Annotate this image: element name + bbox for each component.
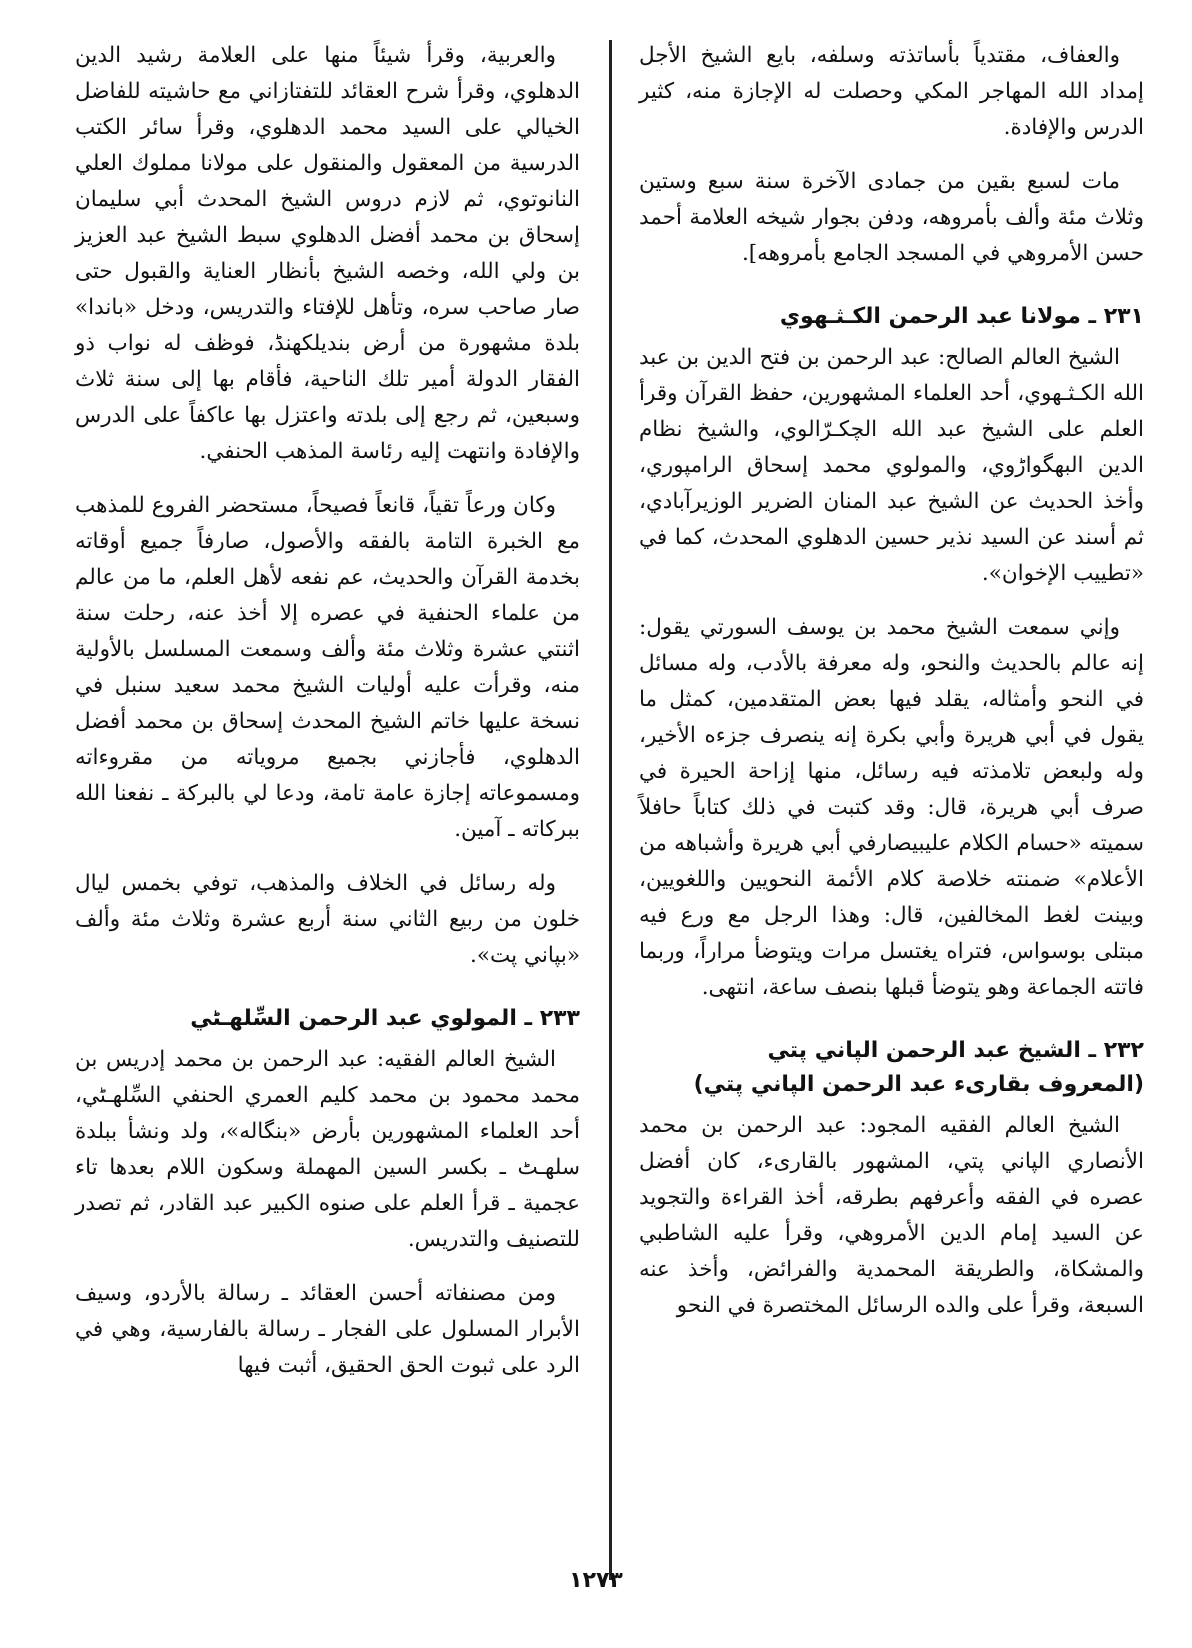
column-divider xyxy=(609,40,612,1580)
page-number: ١٢٧٣ xyxy=(569,1568,623,1593)
paragraph: والعربية، وقرأ شيئاً منها على العلامة رشيد الدين الدهلوي، وقرأ شرح العقائد للتفتازاني مع حاشيته للفاضل الخيالي على السيد محمد الدهلوي، وقرأ سائر الكتب الدرسية من المعقول والمنقول على مولانا مملوك العلي النانوتوي، ثم لازم دروس الشيخ المحدث أبي سليمان إسحاق بن محمد أفضل الدهلوي سبط الشيخ عبد العزيز بن ولي الله، وخصه الشيخ بأنظار العناية والقبول حتى صار صاحب سره، وتأهل للإفتاء والتدريس، ودخل «باندا» بلدة مشهورة من أرض بنديلكهنڈ، فوظف له نواب ذو الفقار الدولة أمير تلك الناحية، فأقام بها إلى سنة ثلاث وسبعين، ثم رجع إلى بلدته واعتزل بها عاكفاً على الدرس والإفادة وانتهت إليه رئاسة المذهب الحنفي. xyxy=(75,43,580,464)
paragraph: الشيخ العالم الصالح: عبد الرحمن بن فتح الدين بن عبد الله الكـثـهوي، أحد العلماء المشهورين، حفظ القرآن وقرأ العلم على الشيخ عبد الله الچكـرّالوي، والشيخ نظام الدين البهگواڑوي، والمولوي محمد إسحاق الرامپوري، وأخذ الحديث عن الشيخ عبد المنان الضرير الوزيرآبادي، ثم أسند عن السيد نذير حسين الدهلوي المحدث، كما في «تطييب الإخوان». xyxy=(639,345,1144,586)
paragraph: وإني سمعت الشيخ محمد بن يوسف السورتي يقول: إنه عالم بالحديث والنحو، وله معرفة بالأدب، وله مسائل في النحو وأمثاله، يقلد فيها بعض المتقدمين، كمثل ما يقول في أبي هريرة وأبي بكرة إنه ينصرف جزءه الأخير، وله ولبعض تلامذته فيه رسائل، منها إزاحة الحيرة في صرف أبي هريرة، قال: وقد كتبت في ذلك كتاباً حافلاً سميته «حسام الكلام عليبيصارفي أبي هريرة وأشباهه من الأعلام» ضمنته خلاصة كلام الأئمة النحويين واللغويين، وبينت لغط المخالفين، قال: وهذا الرجل مع ورع فيه مبتلى بوسواس، فتراه يغتسل مرات ويتوضأ مراراً، وربما فاتته الجماعة وهو يتوضأ قبلها بنصف ساعة، انتهى. xyxy=(639,615,1144,1000)
right-column xyxy=(639,38,1144,1342)
paragraph: مات لسبع بقين من جمادى الآخرة سنة سبع وستين وثلاث مئة وألف بأمروهه، ودفن بجوار شيخه العلامة أحمد حسن الأمروهي في المسجد الجامع بأمروهه]. xyxy=(639,169,1144,266)
entry-heading-232 xyxy=(639,1034,1144,1102)
paragraph: ومن مصنفاته أحسن العقائد ـ رسالة بالأردو، وسيف الأبرار المسلول على الفجار ـ رسالة بالفارسية، وهي في الرد على ثبوت الحق الحقيق، أثبت فيها xyxy=(75,1281,580,1378)
paragraph: وكان ورعاً تقياً، قانعاً فصيحاً، مستحضر الفروع للمذهب مع الخبرة التامة بالفقه والأصول، صارفاً جميع أوقاته بخدمة القرآن والحديث، عم نفعه لأهل العلم، ما من عالم من علماء الحنفية في عصره إلا أخذ عنه، رحلت سنة اثنتي عشرة وثلاث مئة وألف وسمعت المسلسل بالأولية منه، وقرأت عليه أوليات الشيخ محمد سعيد سنبل في نسخة عليها خاتم الشيخ المحدث إسحاق بن محمد أفضل الدهلوي، فأجازني بجميع مروياته من مقروءاته ومسموعاته إجازة عامة تامة، ودعا لي بالبركة ـ نفعنا الله ببركاته ـ آمين. xyxy=(75,493,580,842)
paragraph: والعفاف، مقتدياً بأساتذته وسلفه، بايع الشيخ الأجل إمداد الله المهاجر المكي وحصلت له الإجازة منه، كثير الدرس والإفادة. xyxy=(639,43,1144,140)
heading-line: ٢٣٢ ـ الشيخ عبد الرحمن الپاني پتي xyxy=(767,1038,1144,1063)
paragraph: الشيخ العالم الفقيه: عبد الرحمن بن محمد إدريس بن محمد محمود بن محمد كليم العمري الحنفي السِّلهـٹي، أحد العلماء المشهورين بأرض «بنگاله»، ولد ونشأ ببلدة سلهـٹ ـ بكسر السين المهملة وسكون اللام بعدها تاء عجمية ـ قرأ العلم على صنوه الكبير عبد القادر، ثم تصدر للتصنيف والتدريس. xyxy=(75,1047,580,1252)
entry-heading-231: ٢٣١ ـ مولانا عبد الرحمن الكـثـهوي xyxy=(779,304,1144,329)
paragraph: وله رسائل في الخلاف والمذهب، توفي بخمس ليال خلون من ربيع الثاني سنة أربع عشرة وثلاث مئة وألف «بپاني پت». xyxy=(75,871,580,968)
heading-line: (المعروف بقارىء عبد الرحمن الپاني پتي) xyxy=(693,1072,1144,1097)
paragraph: الشيخ العالم الفقيه المجود: عبد الرحمن بن محمد الأنصاري الپاني پتي، المشهور بالقارىء، كان أفضل عصره في الفقه وأعرفهم بطرقه، أخذ القراءة والتجويد عن السيد إمام الدين الأمروهي، وقرأ عليه الشاطبي والمشكاة، والطريقة المحمدية والفرائض، وأخذ عنه السبعة، وقرأ على والده الرسائل المختصرة في النحو xyxy=(639,1113,1144,1318)
left-column xyxy=(75,38,580,1402)
entry-heading-233: ٢٣٣ ـ المولوي عبد الرحمن السِّلهـٹي xyxy=(190,1006,580,1031)
